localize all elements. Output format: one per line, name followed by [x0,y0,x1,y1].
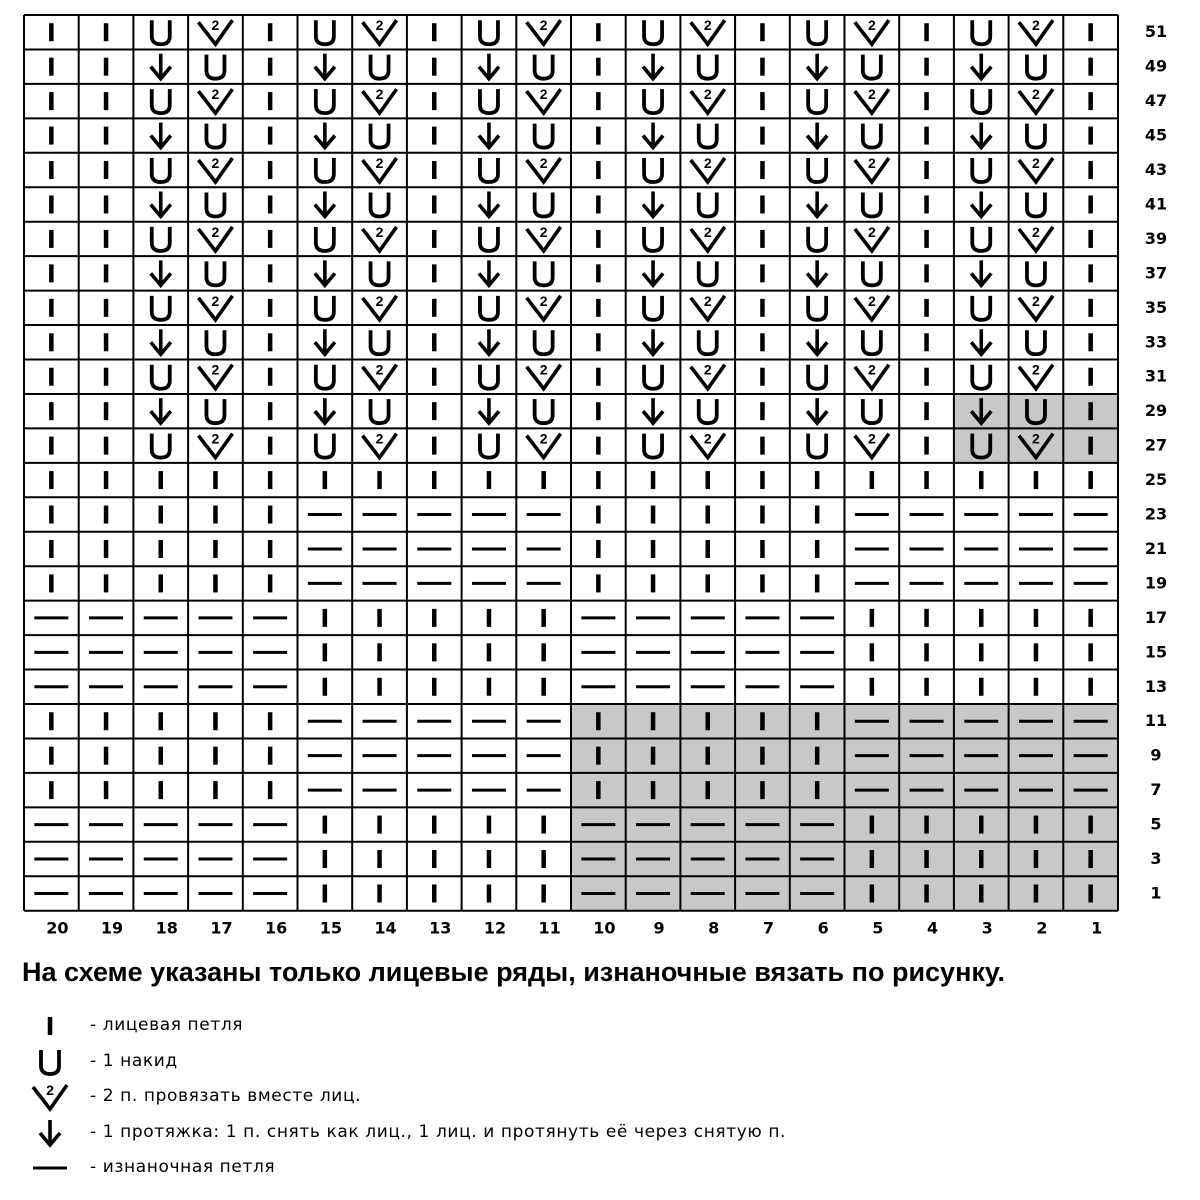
row-label: 39 [1144,228,1168,248]
purl-icon [22,1153,78,1183]
k2tog-count-label: 2 [539,86,548,103]
k2tog-count-label: 2 [867,361,876,378]
k2tog-count-label: 2 [703,155,712,172]
column-label: 10 [593,918,616,938]
row-labels [1145,22,1167,902]
column-label: 18 [155,918,178,938]
row-label: 21 [1144,538,1168,558]
row-label: 23 [1144,504,1168,524]
k2tog-count-label: 2 [211,292,220,309]
column-label: 12 [483,918,507,938]
row-label: 31 [1144,366,1168,386]
k2tog-count-label: 2 [375,223,384,240]
column-label: 15 [319,918,342,938]
column-label: 2 [1036,918,1048,938]
row-label: 45 [1144,125,1168,145]
row-label: 27 [1144,435,1168,455]
yarn-over-icon-glyph [41,1050,59,1074]
k2tog-count-label: 2 [375,361,384,378]
k2tog-count-label: 2 [867,17,876,34]
row-label: 1 [1150,883,1162,903]
legend-item-knit [0,1011,1150,1041]
row-label: 7 [1150,780,1162,800]
column-label: 16 [265,918,288,938]
k2tog-count-label: 2 [211,17,220,34]
k2tog-count-label: 2 [539,430,548,447]
column-label: 4 [926,918,939,938]
k2tog-icon [22,1082,78,1112]
legend-item-yarn-over [0,1047,1150,1077]
column-label: 11 [538,918,561,938]
column-label: 13 [429,918,452,938]
k2tog-count-label: 2 [867,292,876,309]
k2tog-count-label: 2 [1032,361,1040,378]
row-label: 17 [1144,607,1168,627]
legend-text: - 1 накид [90,1050,178,1071]
row-label: 29 [1144,401,1168,421]
k2tog-count-label: 2 [703,223,712,240]
chart-note: На схеме указаны только лицевые ряды, изнаночные вязать по рисунку. [22,957,1006,987]
row-label: 47 [1144,91,1168,111]
column-label: 1 [1091,918,1103,938]
row-label: 37 [1144,263,1168,283]
column-label: 7 [762,918,775,938]
column-label: 9 [653,918,665,938]
legend-text: - 2 п. провязать вместе лиц. [90,1086,362,1106]
k2tog-count-label: 2 [211,430,220,447]
column-labels [46,919,1102,938]
row-label: 33 [1144,332,1168,352]
k2tog-count-label: 2 [1032,17,1040,34]
k2tog-count-label: 2 [375,86,384,103]
k2tog-count-label: 2 [539,155,548,172]
column-label: 17 [210,918,233,938]
k2tog-count-label: 2 [211,223,220,240]
row-label: 49 [1144,56,1168,76]
k2tog-count-label: 2 [703,430,712,447]
slip-knit-pass-icon [22,1118,78,1148]
row-label: 3 [1150,849,1162,869]
k2tog-count-label: 2 [539,361,548,378]
k2tog-count-label: 2 [539,292,548,309]
k2tog-count-label: 2 [1032,223,1040,240]
k2tog-count-label: 2 [375,155,384,172]
legend-item-slip-knit-pass [0,1118,1150,1148]
slip-knit-pass-icon-glyph [40,1120,60,1145]
row-label: 19 [1144,573,1168,593]
column-label: 5 [872,918,884,938]
column-label: 8 [708,918,720,938]
column-label: 14 [374,918,397,938]
legend-text: - лицевая петля [90,1015,244,1035]
row-label: 25 [1144,470,1168,490]
column-label: 3 [981,918,993,938]
row-label: 13 [1144,676,1168,696]
yarn-over-icon [22,1047,78,1077]
k2tog-count-label: 2 [867,430,876,447]
k2tog-count-label: 2 [211,155,220,172]
row-label: 51 [1144,22,1168,42]
k2tog-count-label: 2 [375,292,384,309]
legend-item-k2tog [0,1082,1150,1112]
k2tog-count-label: 2 [46,1082,54,1098]
k2tog-count-label: 2 [1032,155,1040,172]
row-label: 5 [1150,814,1162,834]
k2tog-count-label: 2 [867,86,876,103]
row-label: 35 [1144,297,1168,317]
row-label: 43 [1144,160,1168,180]
k2tog-count-label: 2 [1032,86,1040,103]
k2tog-count-label: 2 [703,86,712,103]
k2tog-count-label: 2 [703,361,712,378]
k2tog-count-label: 2 [703,292,712,309]
k2tog-count-label: 2 [1032,292,1040,309]
k2tog-count-label: 2 [211,86,220,103]
k2tog-count-label: 2 [211,361,220,378]
column-label: 19 [100,918,124,938]
row-label: 11 [1144,711,1168,731]
legend-item-purl [0,1153,1150,1183]
k2tog-count-label: 2 [539,223,548,240]
legend-text: - изнаночная петля [90,1157,276,1177]
k2tog-count-label: 2 [375,17,384,34]
column-label: 20 [46,918,69,938]
k2tog-count-label: 2 [375,430,384,447]
legend-text: - 1 протяжка: 1 п. снять как лиц., 1 лиц. и протянуть её через снятую п. [90,1121,787,1142]
row-label: 9 [1150,745,1162,765]
k2tog-icon-glyph [33,1082,67,1109]
k2tog-count-label: 2 [867,223,876,240]
row-label: 15 [1144,642,1168,662]
k2tog-count-label: 2 [867,155,876,172]
chart-grid [24,15,1118,911]
k2tog-count-label: 2 [703,17,712,34]
row-label: 41 [1144,194,1168,214]
knit-icon [22,1011,78,1041]
k2tog-count-label: 2 [1032,430,1040,447]
column-label: 6 [817,918,829,938]
k2tog-count-label: 2 [539,17,548,34]
